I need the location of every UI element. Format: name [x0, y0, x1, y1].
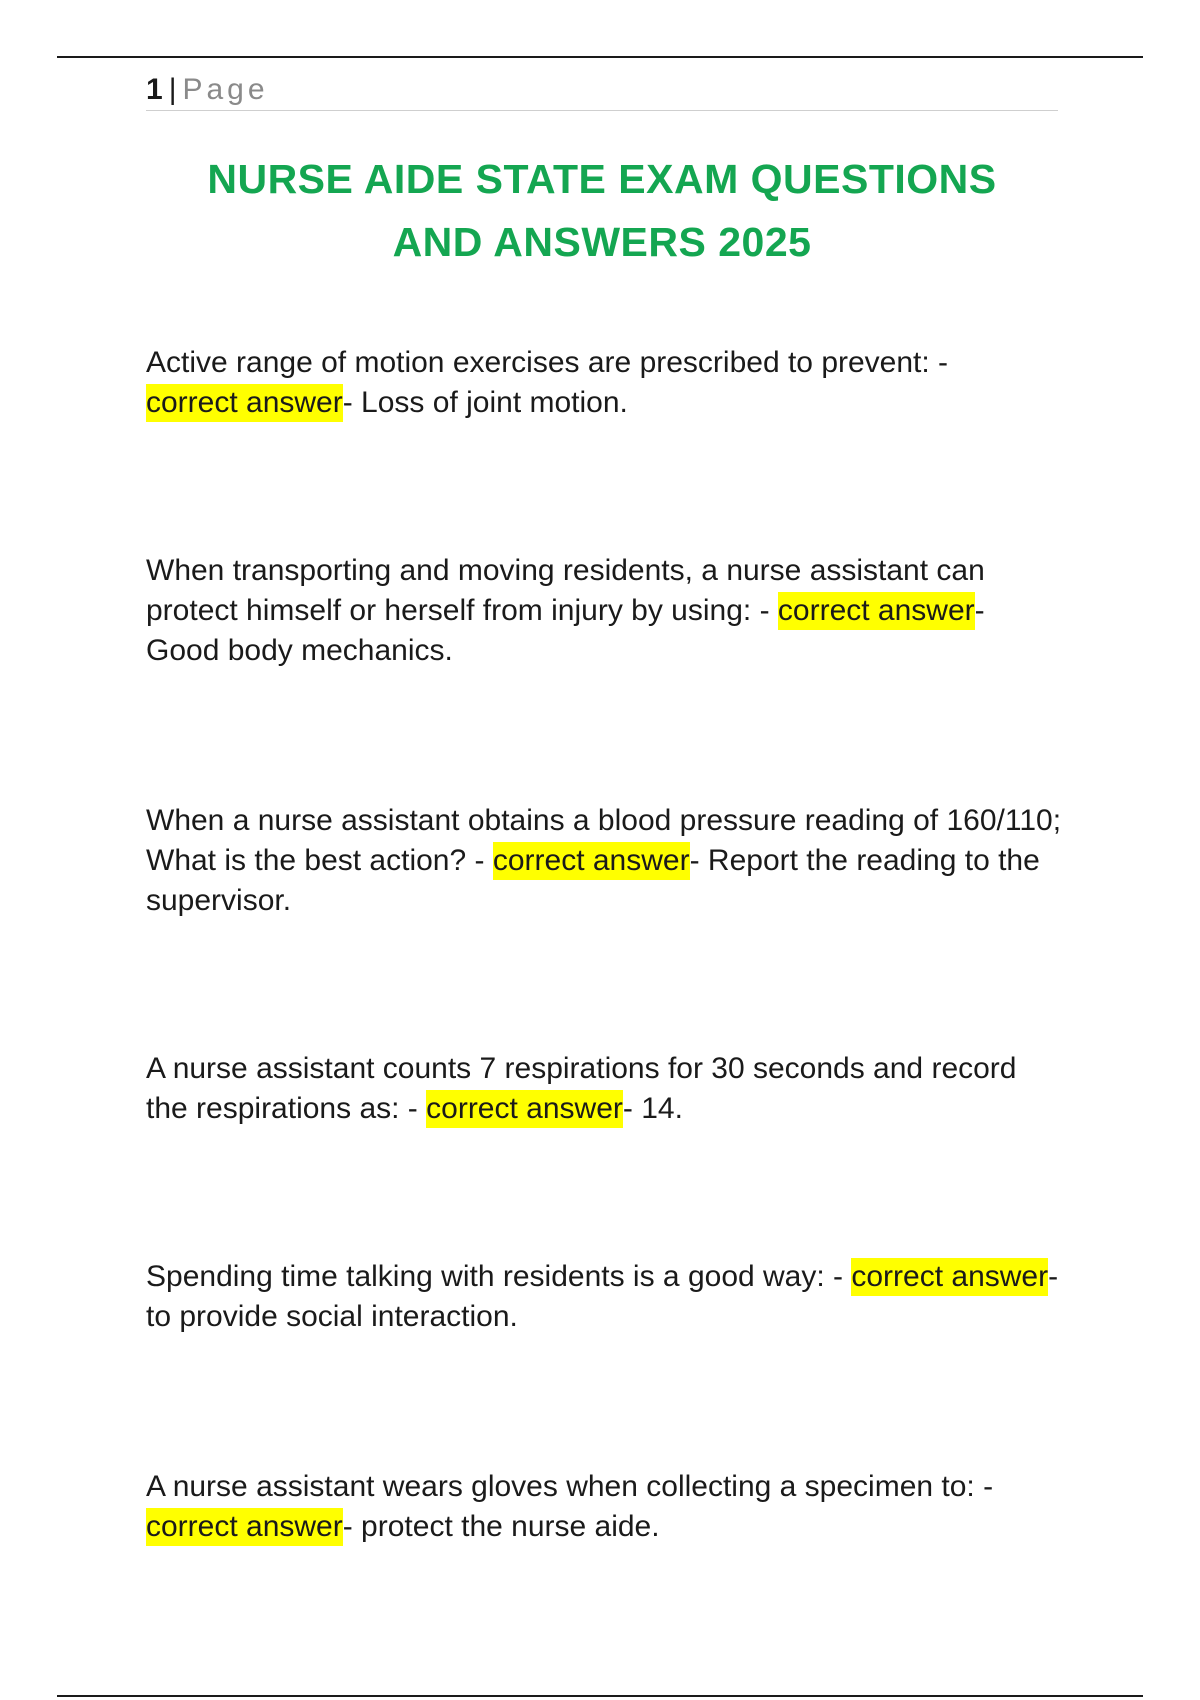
- question-text: A nurse assistant counts 7 respirations for 30 seconds and record the respirations as: -: [146, 1052, 1017, 1125]
- question-text: When a nurse assistant obtains a blood pressure reading of 160/110; What is the best action? -: [146, 804, 1062, 877]
- correct-answer-marker: correct answer: [851, 1258, 1048, 1296]
- question-text: When transporting and moving residents, a nurse assistant can protect himself or herself from injury by using: -: [146, 554, 985, 627]
- correct-answer-marker: correct answer: [778, 592, 975, 630]
- correct-answer-marker: correct answer: [493, 842, 690, 880]
- qa-item: [146, 801, 1066, 921]
- qa-item: [146, 1049, 1066, 1129]
- answer-text: - Good body mechanics.: [146, 594, 985, 667]
- answer-text: - to provide social interaction.: [146, 1260, 1059, 1333]
- answer-text: - protect the nurse aide.: [342, 1510, 660, 1543]
- qa-item: [146, 551, 1066, 671]
- answer-text: - Loss of joint motion.: [342, 386, 628, 419]
- answer-text: - 14.: [622, 1092, 683, 1125]
- question-text: A nurse assistant wears gloves when collecting a specimen to: -: [146, 1470, 994, 1503]
- question-text: Spending time talking with residents is a good way: -: [146, 1260, 844, 1293]
- page-separator: |: [168, 73, 177, 106]
- correct-answer-marker: correct answer: [146, 1508, 343, 1546]
- document-title: [146, 148, 1058, 274]
- answer-text: - Report the reading to the supervisor.: [146, 844, 1040, 917]
- page-number: 1: [146, 73, 163, 106]
- top-rule: [57, 56, 1143, 58]
- qa-item: [146, 1467, 1066, 1547]
- page-label: Page: [182, 73, 269, 106]
- page-header: [146, 70, 1058, 111]
- qa-item: [146, 1257, 1066, 1337]
- title-line-2: AND ANSWERS 2025: [392, 219, 812, 265]
- correct-answer-marker: correct answer: [426, 1090, 623, 1128]
- title-line-1: NURSE AIDE STATE EXAM QUESTIONS: [207, 156, 997, 202]
- correct-answer-marker: correct answer: [146, 384, 343, 422]
- bottom-rule: [57, 1695, 1143, 1697]
- qa-item: [146, 343, 1066, 423]
- question-text: Active range of motion exercises are prescribed to prevent: -: [146, 346, 949, 379]
